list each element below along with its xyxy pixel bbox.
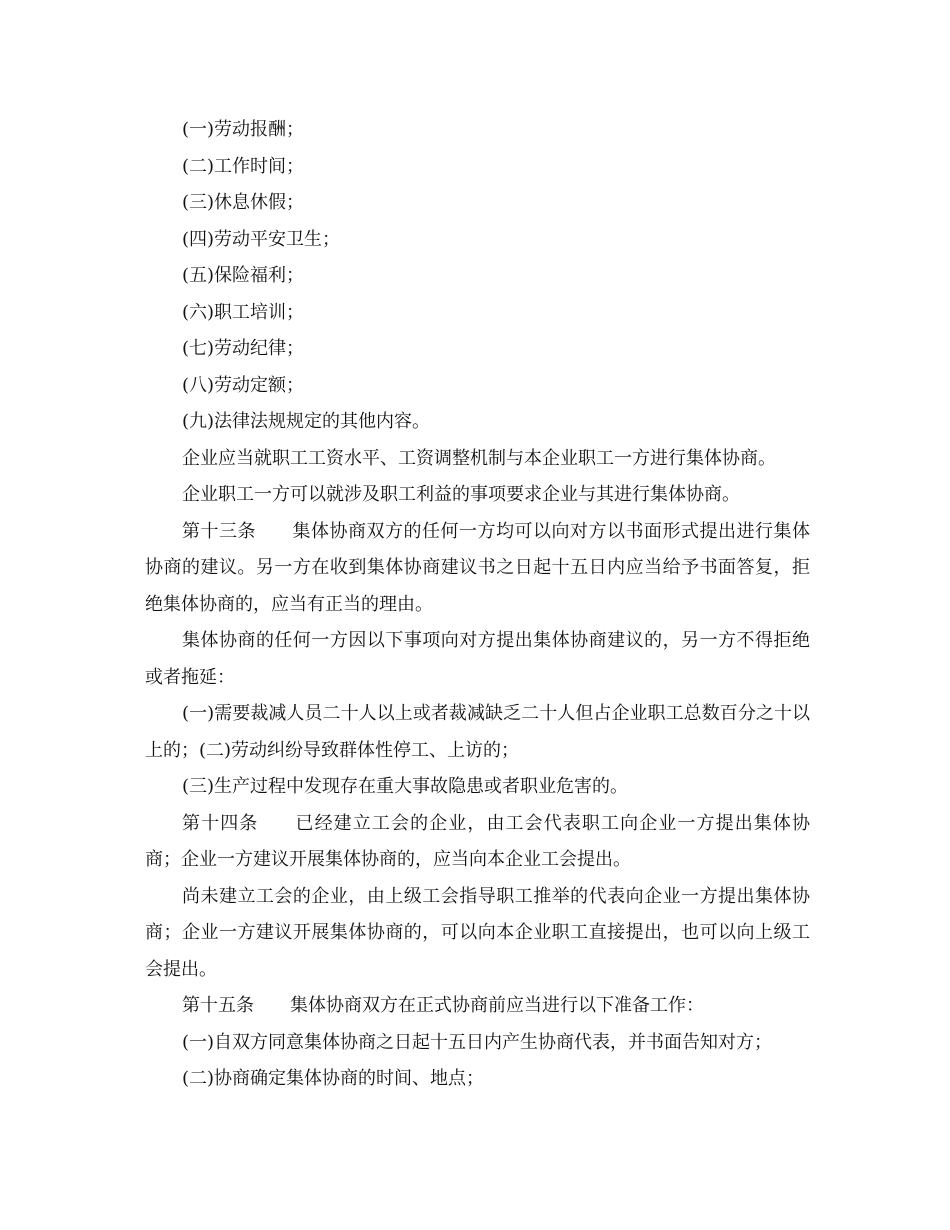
list-item-labor-quota: (八)劳动定额；	[182, 374, 305, 396]
list-item-staff-training: (六)职工培训；	[182, 301, 305, 323]
article-13	[145, 514, 810, 624]
list-item-labor-discipline: (七)劳动纪律；	[182, 338, 305, 359]
list-item-rest-leave: (三)休息休假；	[182, 192, 305, 213]
list-item-other-content: (九)法律法规规定的其他内容。	[182, 411, 431, 432]
article-15-text: 集体协商双方在正式协商前应当进行以下准备工作：	[290, 995, 704, 1016]
paragraph-no-union: 尚未建立工会的企业，由上级工会指导职工推举的代表向企业一方提出集体协商；企业一方建议开展集体协商的，可以向本企业职工直接提出，也可以向上级工会提出。	[145, 885, 810, 980]
list-item-time-place: (二)协商确定集体协商的时间、地点；	[182, 1068, 485, 1089]
document-body	[145, 112, 810, 1098]
list-item-hazards: (三)生产过程中发现存在重大事故隐患或者职业危害的。	[182, 776, 629, 797]
article-14-text: 已经建立工会的企业，由工会代表职工向企业一方提出集体协商；企业一方建议开展集体协商的，应当向本企业工会提出。	[145, 812, 811, 870]
article-14	[145, 806, 810, 879]
article-15-number: 第十五条	[182, 995, 254, 1016]
paragraph-employee-interest: 企业职工一方可以就涉及职工利益的事项要求企业与其进行集体协商。	[182, 484, 740, 505]
article-13-text: 集体协商双方的任何一方均可以向对方以书面形式提出进行集体协商的建议。另一方在收到集体协商建议书之日起十五日内应当给予书面答复，拒绝集体协商的，应当有正当的理由。	[145, 520, 810, 615]
list-item-working-hours: (二)工作时间；	[182, 155, 305, 177]
article-13-number: 第十三条	[182, 520, 256, 542]
paragraph-wage-negotiation: 企业应当就职工工资水平、工资调整机制与本企业职工一方进行集体协商。	[182, 447, 776, 469]
list-item-layoffs-disputes: (一)需要裁减人员二十人以上或者裁减缺乏二十人但占企业职工总数百分之十以上的；(二)劳动纠纷导致群体性停工、上访的；	[145, 703, 810, 761]
list-item-labor-safety: (四)劳动平安卫生；	[182, 228, 341, 250]
paragraph-no-refusal: 集体协商的任何一方因以下事项向对方提出集体协商建议的，另一方不得拒绝或者拖延：	[145, 630, 810, 688]
article-15	[145, 988, 810, 1025]
list-item-remuneration: (一)劳动报酬；	[182, 119, 305, 140]
article-14-number: 第十四条	[182, 812, 259, 834]
list-item-insurance-welfare: (五)保险福利；	[182, 265, 305, 286]
list-item-representatives: (一)自双方同意集体协商之日起十五日内产生协商代表，并书面告知对方；	[182, 1031, 773, 1053]
